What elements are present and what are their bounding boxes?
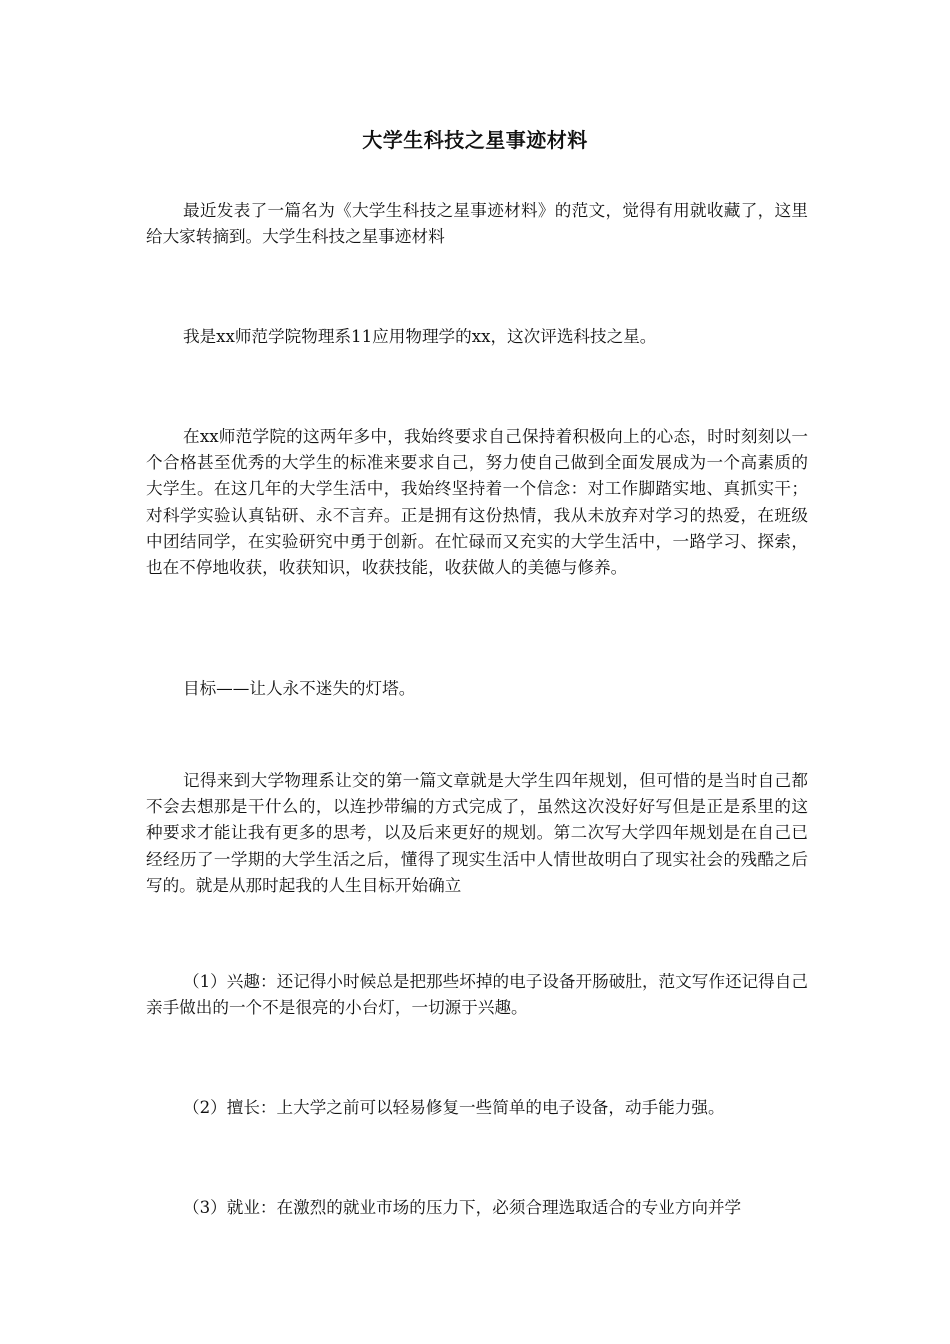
paragraph-goal-heading: 目标——让人永不迷失的灯塔。 bbox=[183, 679, 416, 698]
paragraph-college-life: 在xx师范学院的这两年多中，我始终要求自己保持着积极向上的心态，时时刻刻以一个合格甚至优秀的大学生的标准来要求自己，努力使自己做到全面发展成为一个高素质的大学生。在这几年的大学生活中，我始终坚持着一个信念：对工作脚踏实地、真抓实干；对科学实验认真钻研、永不言弃。正是拥有这份热情，我从未放弃对学习的热爱，在班级中团结同学，在实验研究中勇于创新。在忙碌而又充实的大学生活中，一路学习、探索，也在不停地收获，收获知识，收获技能，收获做人的美德与修养。 bbox=[146, 427, 808, 578]
paragraph-strength: （2）擅长：上大学之前可以轻易修复一些简单的电子设备，动手能力强。 bbox=[183, 1098, 725, 1117]
paragraph-self-introduction: 我是xx师范学院物理系11应用物理学的xx，这次评选科技之星。 bbox=[183, 327, 657, 346]
paragraph-four-year-plan: 记得来到大学物理系让交的第一篇文章就是大学生四年规划，但可惜的是当时自己都不会去想那是干什么的，以连抄带编的方式完成了，虽然这次没好好写但是正是系里的这种要求才能让我有更多的思考，以及后来更好的规划。第二次写大学四年规划是在自己已经经历了一学期的大学生活之后，懂得了现实生活中人情世故明白了现实社会的残酷之后写的。就是从那时起我的人生目标开始确立 bbox=[146, 771, 808, 895]
paragraph-intro: 最近发表了一篇名为《大学生科技之星事迹材料》的范文，觉得有用就收藏了，这里给大家转摘到。大学生科技之星事迹材料 bbox=[146, 201, 808, 247]
document-title: 大学生科技之星事迹材料 bbox=[362, 128, 588, 152]
paragraph-employment: （3）就业：在激烈的就业市场的压力下，必须合理选取适合的专业方向并学 bbox=[183, 1198, 742, 1217]
paragraph-interest: （1）兴趣：还记得小时候总是把那些坏掉的电子设备开肠破肚，范文写作还记得自己亲手做出的一个不是很亮的小台灯，一切源于兴趣。 bbox=[146, 972, 808, 1018]
